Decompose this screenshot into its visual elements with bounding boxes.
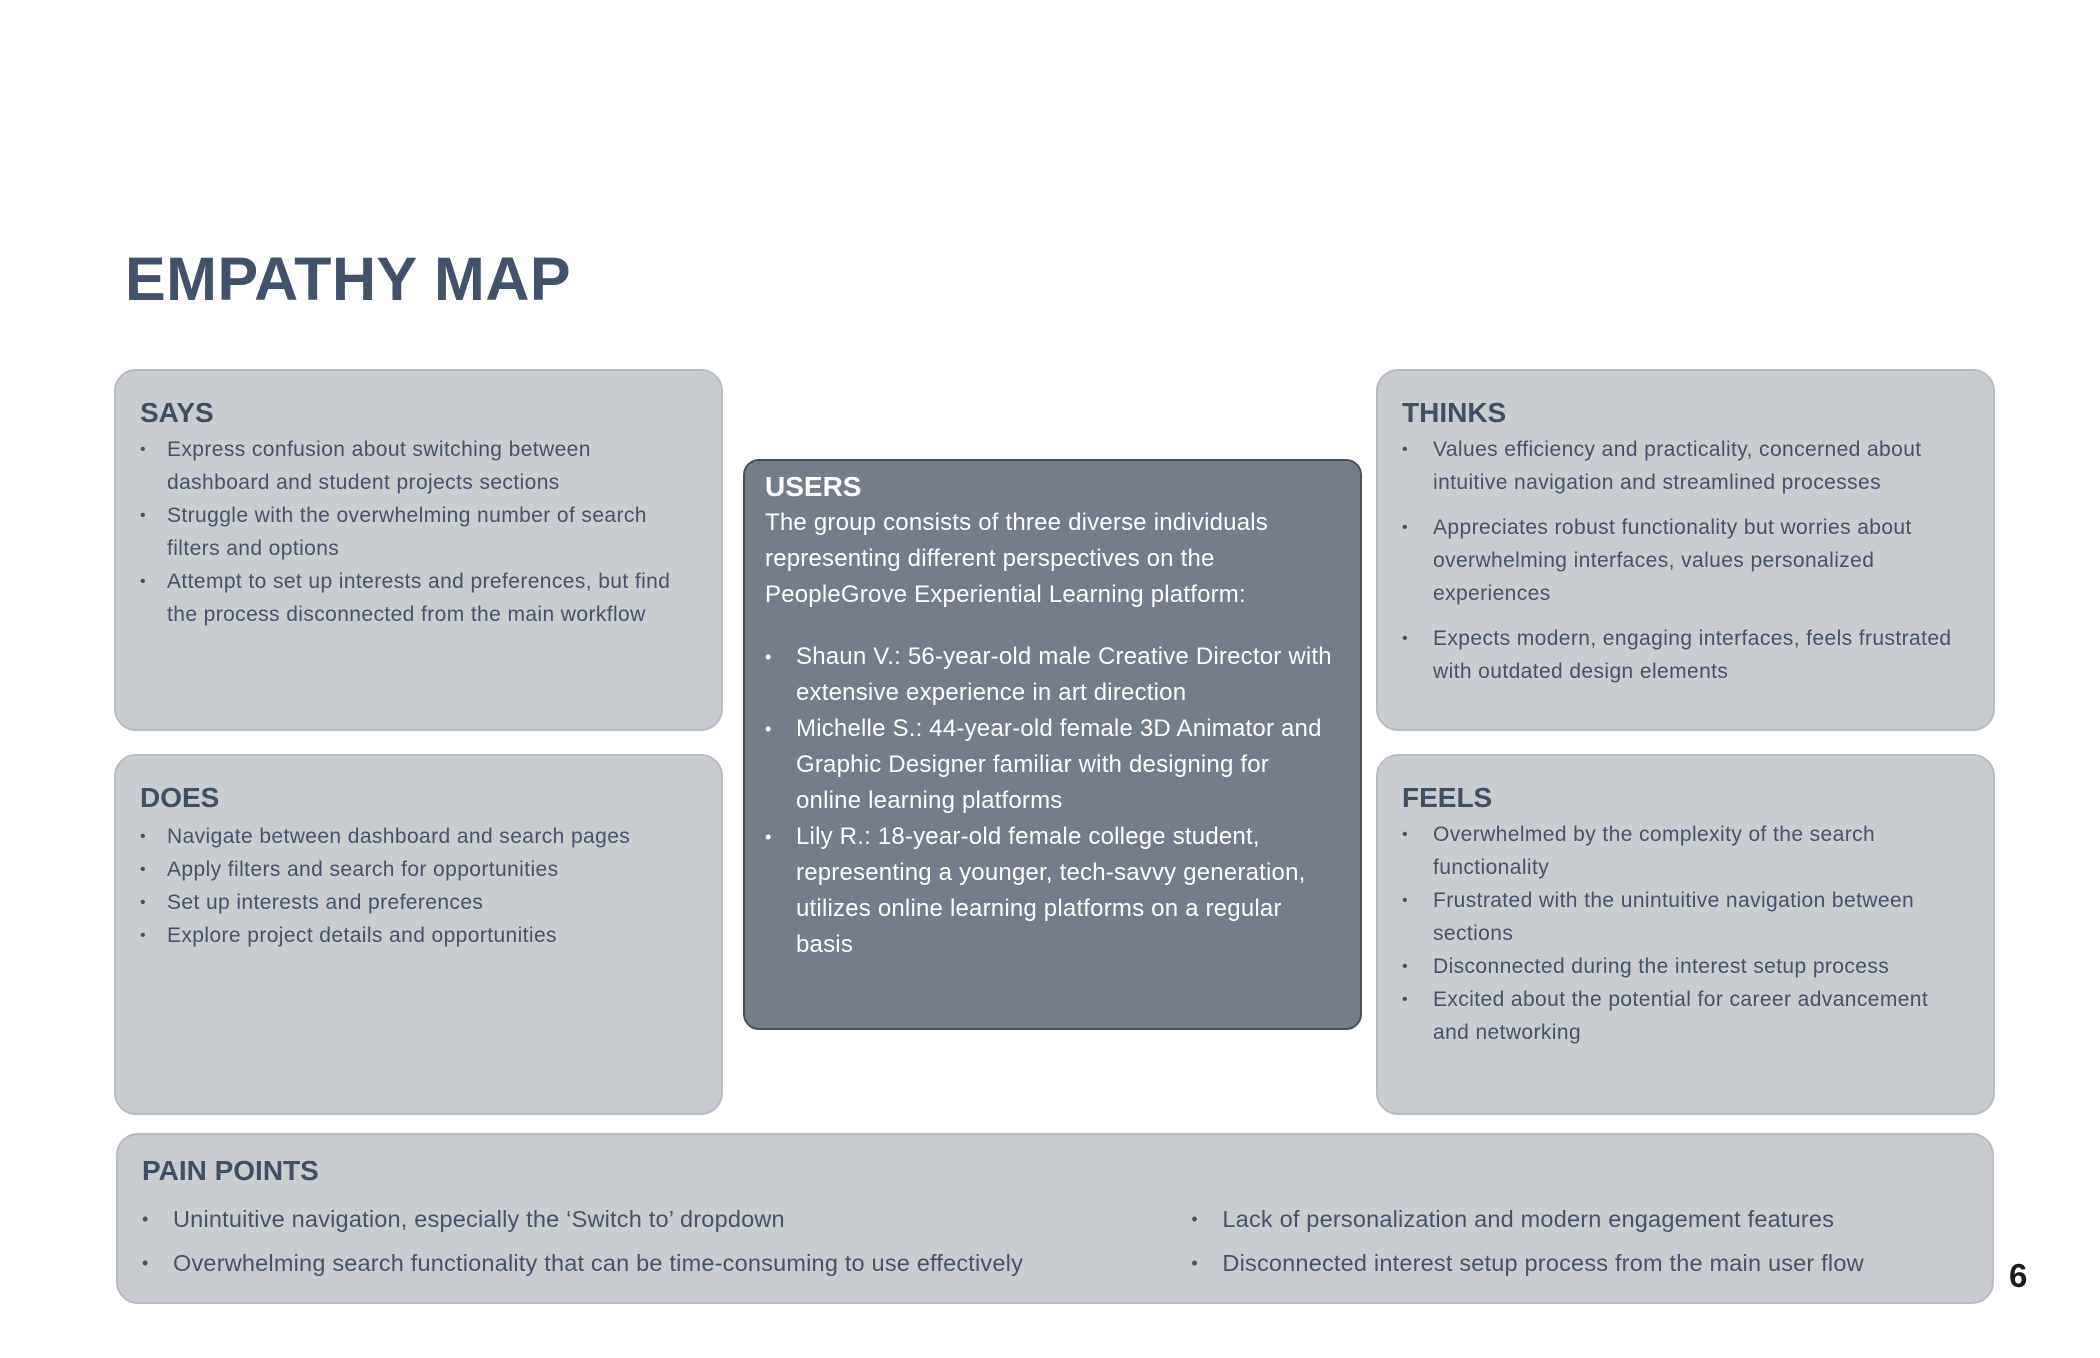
feels-list: [1402, 818, 1969, 1049]
says-item: • Attempt to set up interests and preferences, but find the process disconnected from the main workflow: [140, 565, 697, 631]
pain-points-columns: [142, 1197, 1968, 1285]
thinks-heading: THINKS: [1402, 397, 1507, 428]
page-number: 6: [2009, 1257, 2028, 1294]
does-item: • Set up interests and preferences: [140, 886, 697, 919]
feels-panel: [1376, 754, 1995, 1115]
pain-points-right-list: [1191, 1197, 1968, 1285]
does-panel: [114, 754, 723, 1115]
feels-item: • Overwhelmed by the complexity of the search functionality: [1402, 818, 1969, 884]
does-item: • Apply filters and search for opportunities: [140, 853, 697, 886]
feels-item: • Disconnected during the interest setup process: [1402, 950, 1969, 983]
users-intro: The group consists of three diverse individuals representing different perspectives on the PeopleGrove Experiential Learning platform:: [765, 509, 1268, 608]
says-panel: [114, 369, 723, 731]
users-list: [765, 639, 1340, 963]
users-panel: [743, 459, 1362, 1030]
says-heading: SAYS: [140, 397, 214, 428]
says-list: [140, 433, 697, 631]
pain-points-heading: PAIN POINTS: [142, 1155, 319, 1186]
users-heading: USERS: [765, 471, 862, 502]
thinks-item: • Expects modern, engaging interfaces, feels frustrated with outdated design elements: [1402, 622, 1969, 688]
user-item: • Shaun V.: 56-year-old male Creative Director with extensive experience in art direction: [765, 639, 1340, 711]
user-item: • Michelle S.: 44-year-old female 3D Animator and Graphic Designer familiar with designing for online learning platforms: [765, 711, 1340, 819]
does-list: [140, 820, 697, 952]
says-item: • Express confusion about switching between dashboard and student projects sections: [140, 433, 697, 499]
does-item: • Explore project details and opportunities: [140, 919, 697, 952]
pain-points-left-list: [142, 1197, 1191, 1285]
thinks-panel: [1376, 369, 1995, 731]
thinks-item: • Values efficiency and practicality, concerned about intuitive navigation and streamlined processes: [1402, 433, 1969, 499]
pain-point-item: • Lack of personalization and modern engagement features: [1191, 1197, 1968, 1241]
user-item: • Lily R.: 18-year-old female college student, representing a younger, tech-savvy generation, utilizes online learning platforms on a regular basis: [765, 819, 1340, 963]
pain-point-item: • Disconnected interest setup process from the main user flow: [1191, 1241, 1968, 1285]
thinks-list: [1402, 433, 1969, 688]
does-item: • Navigate between dashboard and search pages: [140, 820, 697, 853]
pain-points-panel: [116, 1133, 1994, 1304]
feels-item: • Excited about the potential for career advancement and networking: [1402, 983, 1969, 1049]
page-title: EMPATHY MAP: [125, 245, 572, 313]
says-item: • Struggle with the overwhelming number of search filters and options: [140, 499, 697, 565]
does-heading: DOES: [140, 782, 220, 813]
thinks-item: • Appreciates robust functionality but worries about overwhelming interfaces, values personalized experiences: [1402, 511, 1969, 610]
feels-item: • Frustrated with the unintuitive navigation between sections: [1402, 884, 1969, 950]
feels-heading: FEELS: [1402, 782, 1493, 813]
pain-point-item: • Overwhelming search functionality that can be time-consuming to use effectively: [142, 1241, 1191, 1285]
pain-point-item: • Unintuitive navigation, especially the ‘Switch to’ dropdown: [142, 1197, 1191, 1241]
